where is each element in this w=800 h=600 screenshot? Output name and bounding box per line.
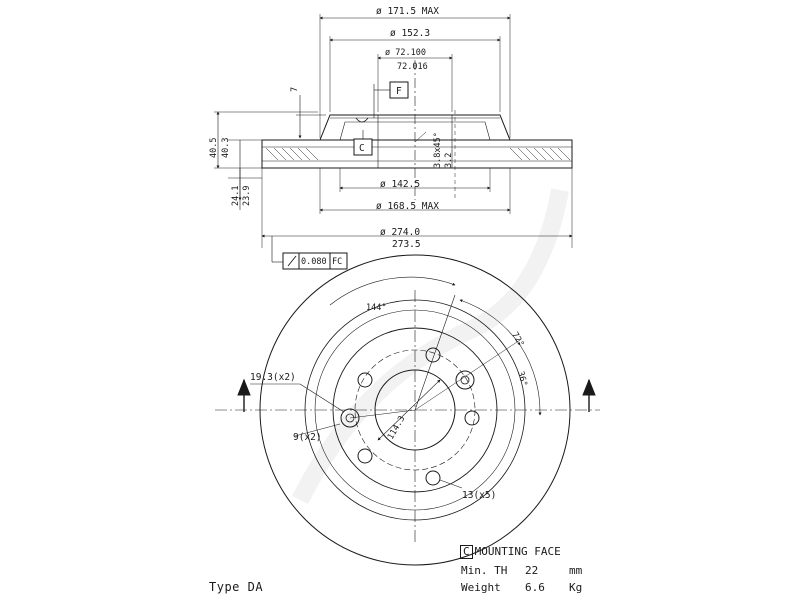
angle-36: 36° (515, 370, 529, 388)
vane-hatching-right (510, 148, 570, 160)
dim-thickness-min: 23.9 (242, 185, 252, 206)
hole-13-label: 13(x5) (462, 490, 497, 501)
dim-hat-offset: 7 (290, 86, 300, 92)
min-th-unit: mm (569, 564, 583, 577)
dim-center-bore-max: ø 72.100 (385, 48, 426, 58)
bolt-hole (358, 449, 372, 463)
hole-9-label: 9(x2) (293, 432, 322, 443)
vane-hatching-left (266, 148, 318, 160)
dim-chamfer-2: 3.2 (444, 152, 454, 168)
dim-inner-diameter: ø 142.5 (380, 179, 421, 190)
weight-row (461, 581, 582, 594)
dim-bolt-circle-diameter: ø 152.3 (390, 28, 431, 39)
bolt-hole (358, 373, 372, 387)
runout-symbol (288, 256, 296, 266)
dim-chamfer-1: 3.8x45° (433, 132, 443, 168)
runout-value: 0.080 (301, 257, 327, 267)
dim-outer-hat-diameter: ø 171.5 MAX (376, 6, 439, 17)
dim-disc-diameter-max: ø 274.0 (380, 227, 421, 238)
min-th-value: 22 (525, 564, 539, 577)
dim-height-max: 40.5 (209, 137, 219, 158)
min-th-label: Min. TH (461, 564, 508, 577)
dim-thickness-max: 24.1 (231, 185, 241, 206)
dim-height-min: 40.3 (221, 137, 231, 158)
mounting-face-code: C (460, 545, 473, 559)
disc-ring-outline (262, 140, 572, 168)
mounting-face-legend (460, 545, 561, 559)
locating-hole (456, 371, 474, 389)
angle-72: 72° (509, 330, 526, 349)
dim-disc-diameter-min: 273.5 (392, 239, 421, 250)
weight-label: Weight (461, 581, 501, 594)
bolt-pcd-label: 114.3 (385, 414, 408, 442)
dim-center-bore-min: 72.016 (397, 62, 428, 72)
type-label: Type DA (209, 580, 264, 594)
bolt-hole (426, 471, 440, 485)
min-thickness-row (461, 564, 582, 577)
bolt-hole (465, 411, 479, 425)
runout-datums: FC (332, 257, 343, 267)
datum-c-label: C (359, 143, 365, 154)
weight-unit: Kg (569, 581, 583, 594)
angle-144: 144° (366, 303, 387, 313)
mounting-face-label: MOUNTING FACE (474, 545, 561, 558)
datum-f-label: F (396, 86, 402, 97)
front-view (215, 255, 600, 565)
hole-19-label: 19.3(x2) (250, 372, 296, 383)
weight-value: 6.6 (525, 581, 545, 594)
dim-friction-inner-diameter: ø 168.5 MAX (376, 201, 439, 212)
